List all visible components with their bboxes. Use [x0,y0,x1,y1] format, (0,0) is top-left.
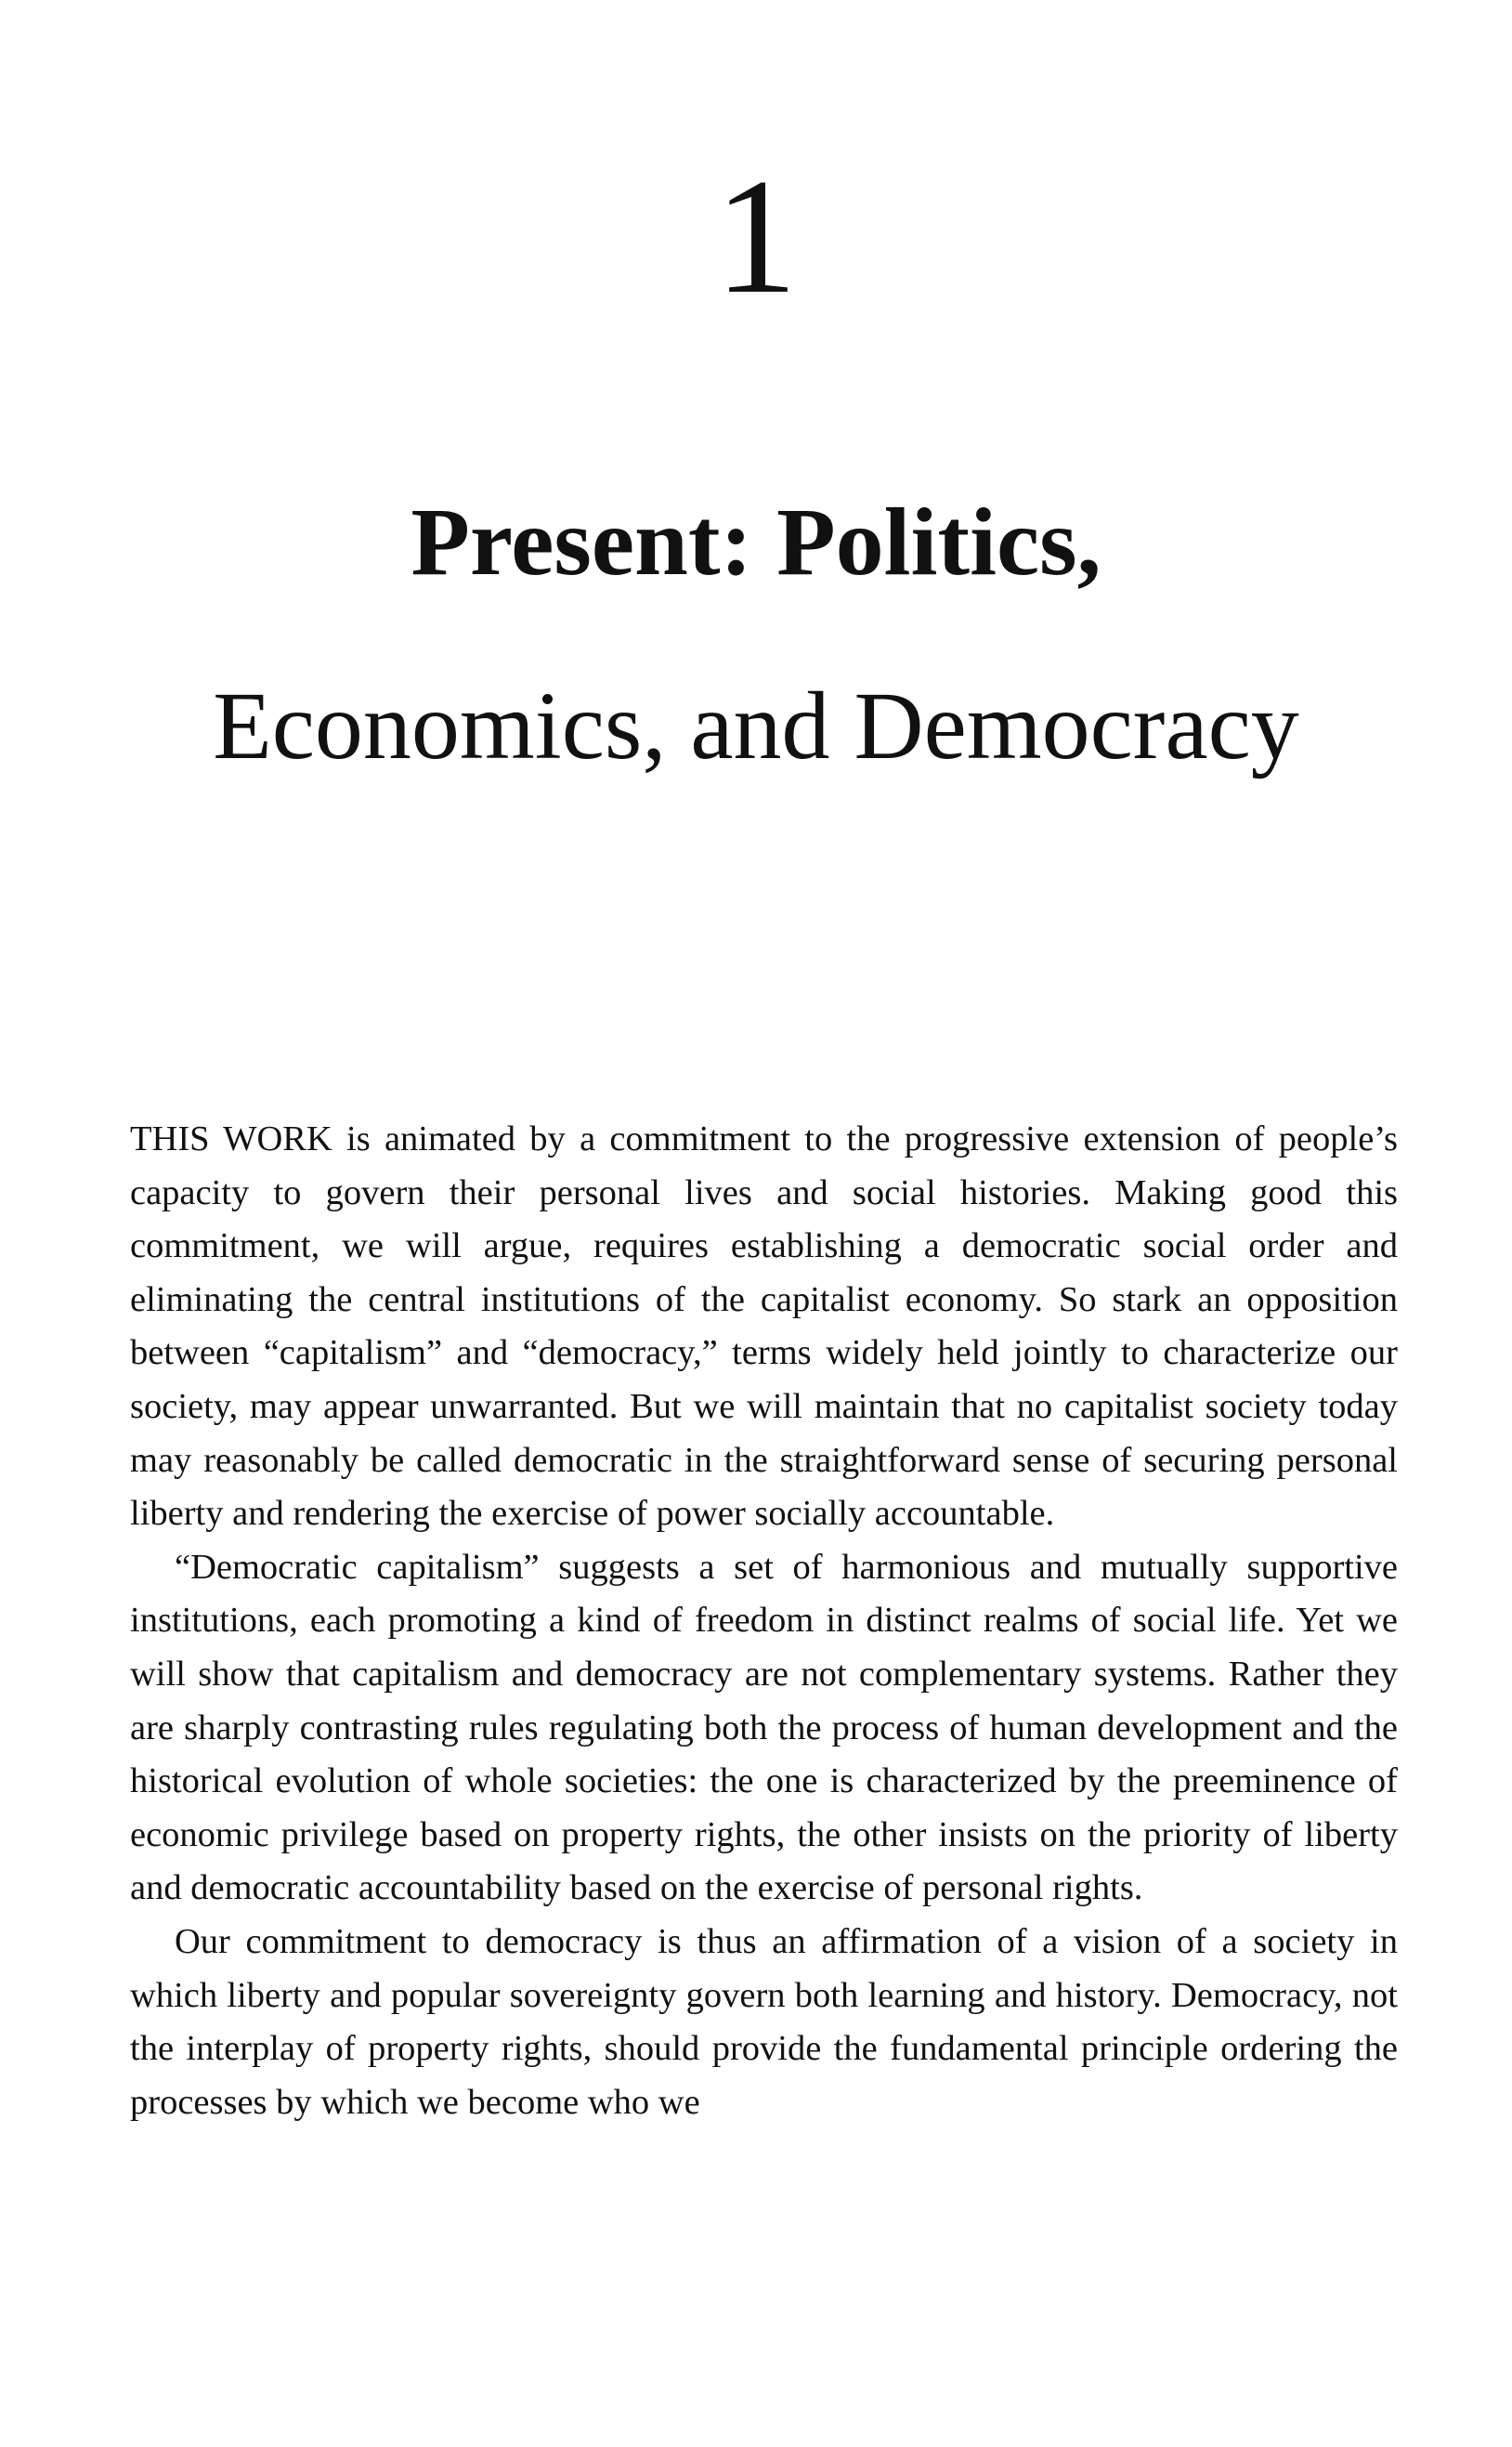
chapter-body [130,1113,1398,2129]
chapter-title-line-2: Economics, and Democracy [213,673,1299,779]
paragraph-1: THIS WORK is animated by a commitment to the progressive extension of people’s capacity to govern their personal lives and social histories. Making good this commitment, we will argue, requires establishing a democratic social order and eliminating the central institutions of the capitalist economy. So stark an opposition between “capitalism” and “democracy,” terms widely held jointly to characterize our society, may appear unwarranted. But we will maintain that no capitalist society today may reasonably be called democratic in the straightforward sense of securing personal liberty and rendering the exercise of power socially accountable. [130,1119,1398,1534]
chapter-title-line-1: Present: Politics, [411,489,1101,595]
chapter-number: 1 [714,144,798,328]
paragraph-2: “Democratic capitalism” suggests a set of harmonious and mutually supportive institutions, each promoting a kind of freedom in distinct realms of social life. Yet we will show that capitalism and democracy are not complementary systems. Rather they are sharply contrasting rules regulating both the process of human development and the historical evolution of whole societies: the one is characterized by the preeminence of economic privilege based on property rights, the other insists on the priority of liberty and democratic accountability based on the exercise of personal rights. [130,1547,1398,1908]
paragraph-3: Our commitment to democracy is thus an affirmation of a vision of a society in which liberty and popular sovereignty govern both learning and history. Democracy, not the interplay of property rights, should provide the fundamental principle ordering the processes by which we become who we [130,1921,1398,2122]
